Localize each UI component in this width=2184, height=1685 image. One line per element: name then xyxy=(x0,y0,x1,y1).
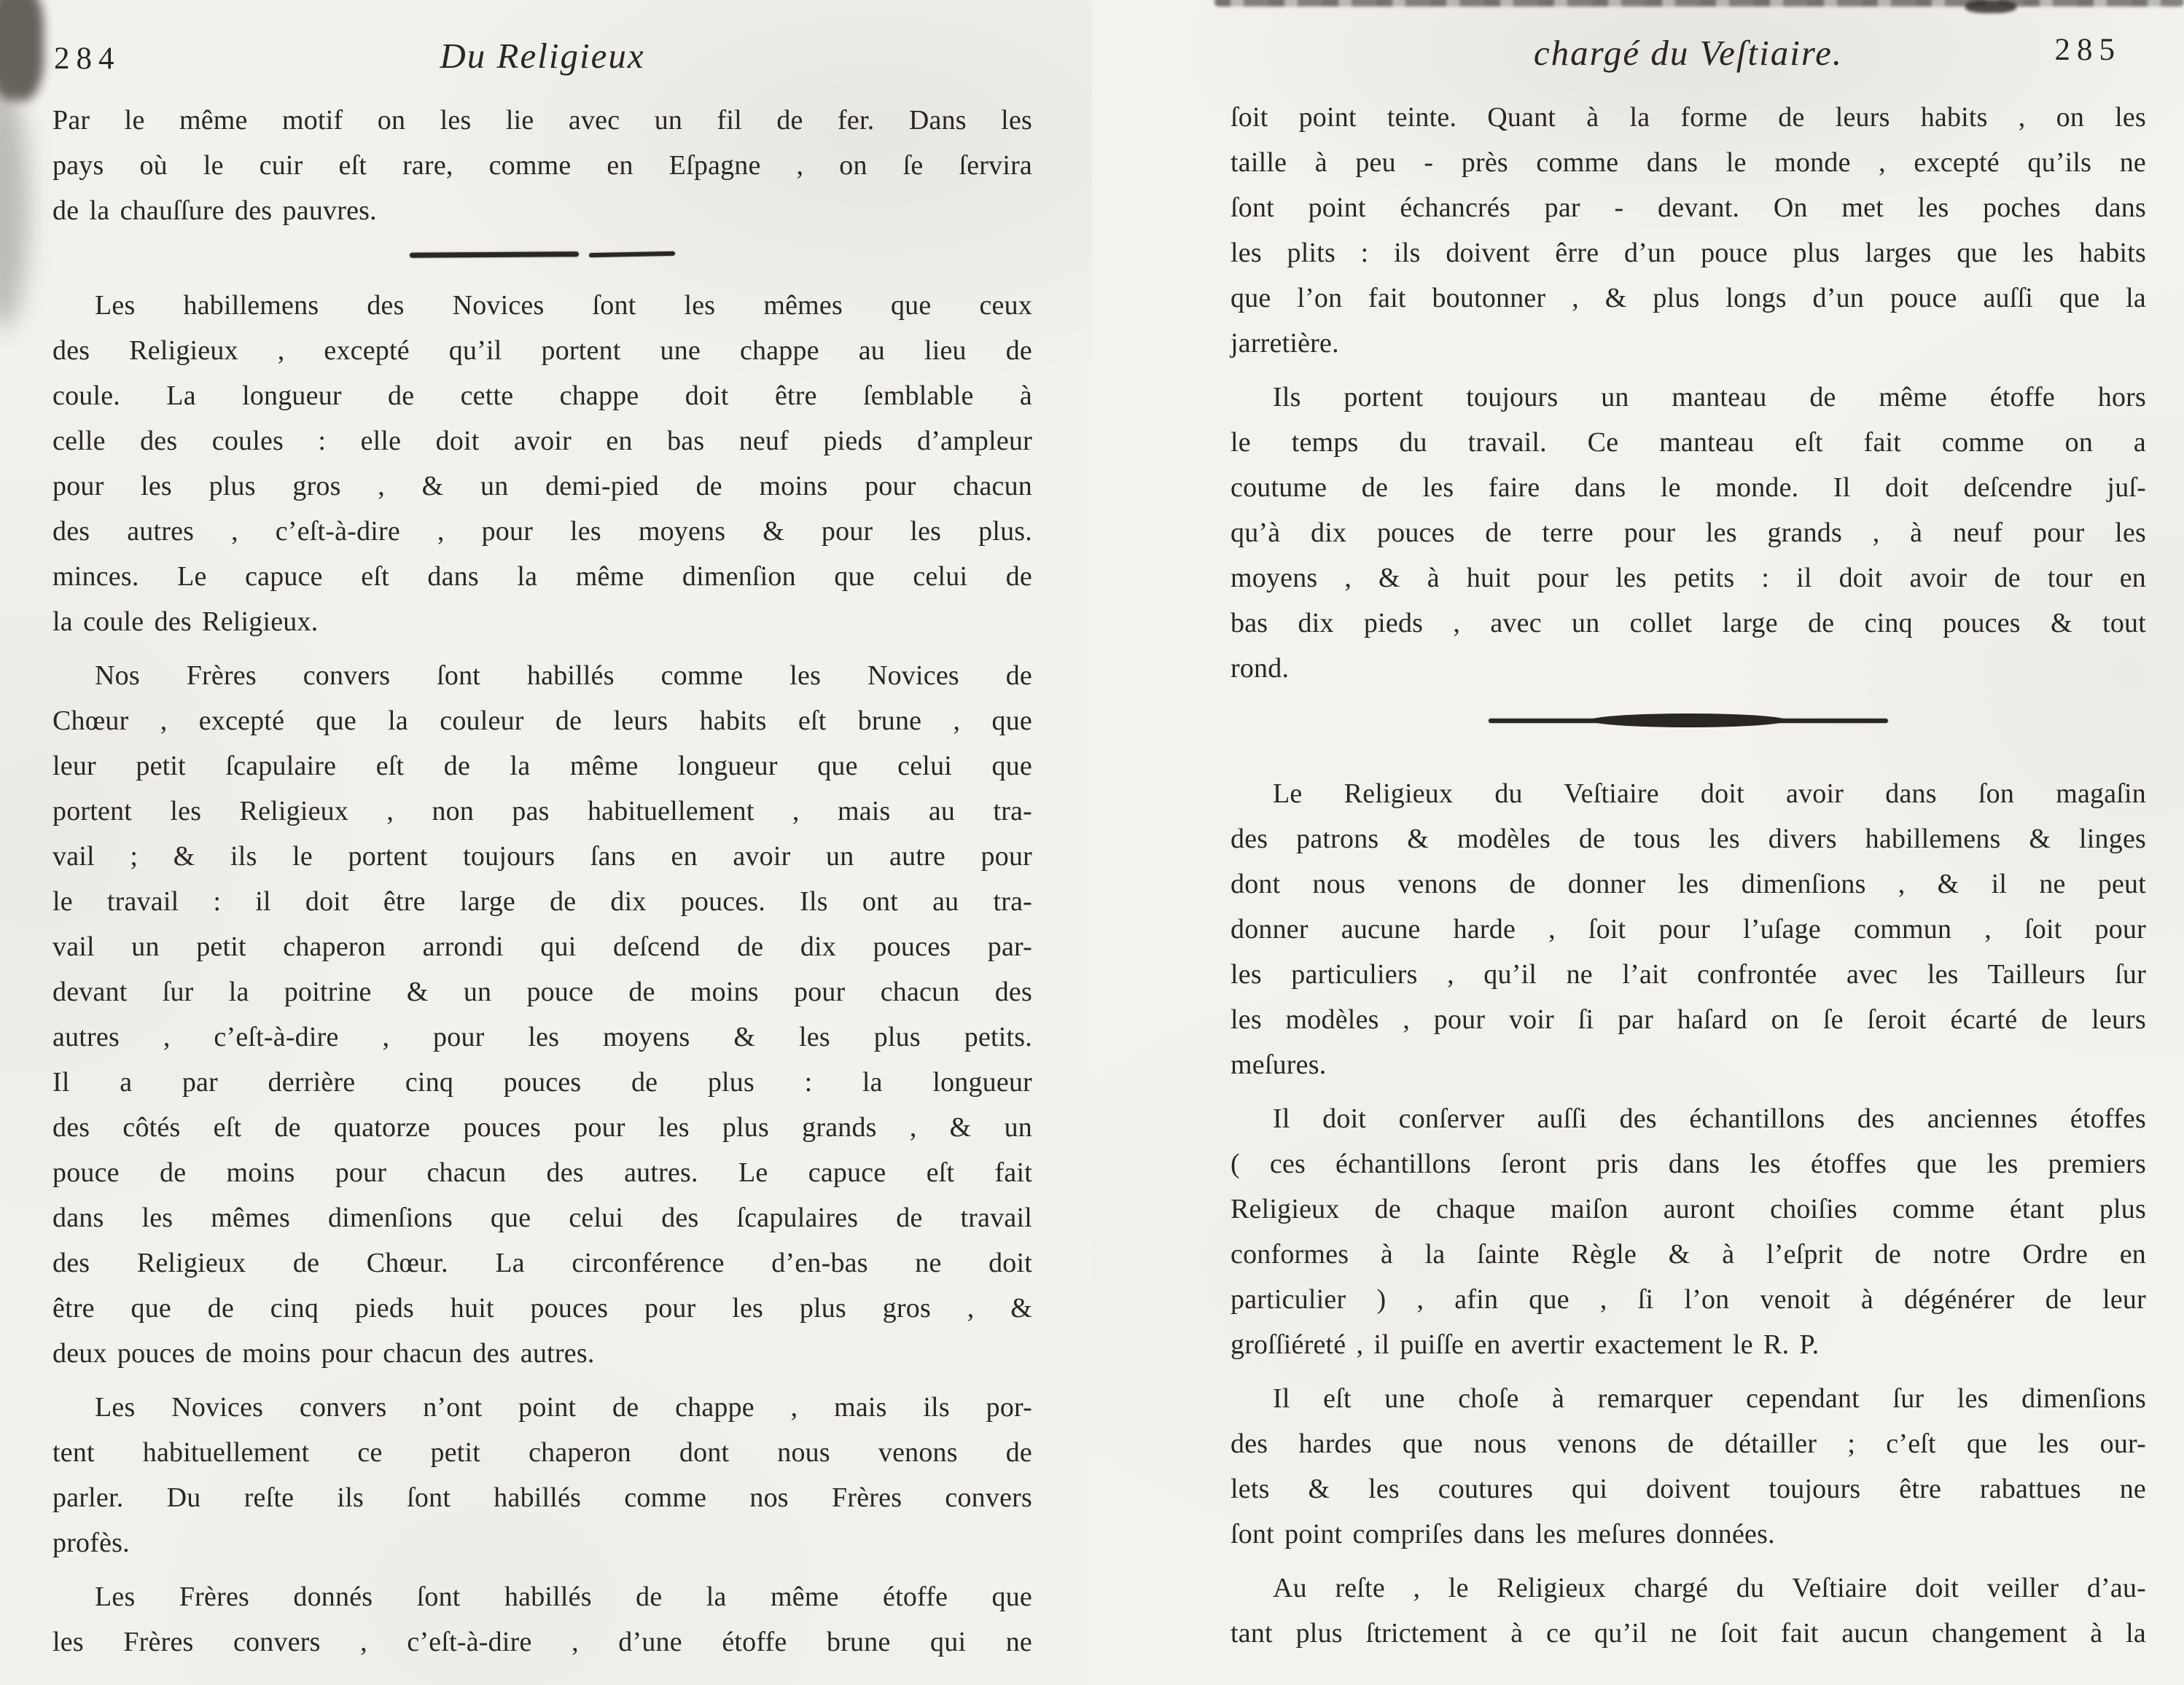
text-line: être que de cinq pieds huit pouces pour les plus gros , & xyxy=(52,1293,1032,1324)
text-line: dans les mêmes dimenſions que celui des ſcapulaires de travail xyxy=(52,1203,1032,1233)
paragraph xyxy=(1231,1565,2146,1656)
paragraph xyxy=(1231,771,2146,1087)
text-line: la coule des Religieux. xyxy=(52,606,319,637)
text-line: pays où le cuir eſt rare, comme en Eſpagne , on ſe ſervira xyxy=(52,150,1032,181)
text-line: conformes à la ſainte Règle & à l’eſprit de notre Ordre en xyxy=(1231,1239,2146,1270)
text-line: donner aucune harde , ſoit pour l’uſage commun , ſoit pour xyxy=(1231,914,2146,945)
text-line: de la chauſſure des pauvres. xyxy=(52,195,377,226)
text-line: Il doit conſerver auſſi des échantillons des anciennes étoffes xyxy=(1273,1103,2146,1134)
text-line: les modèles , pour voir ſi par haſard on ſe ſeroit écarté de leurs xyxy=(1231,1004,2146,1035)
text-line: Chœur , excepté que la couleur de leurs habits eſt brune , que xyxy=(52,705,1032,736)
text-line: lets & les coutures qui doivent toujours être rabattues ne xyxy=(1231,1474,2146,1504)
text-line: particulier ) , afin que , ſi l’on venoit à dégénérer de leur xyxy=(1231,1284,2146,1315)
paragraph xyxy=(1231,1096,2146,1367)
page-right-body xyxy=(1231,95,2146,1656)
text-line: des Religieux de Chœur. La circonférence d’en-bas ne doit xyxy=(52,1248,1032,1278)
text-line: portent les Religieux , non pas habituellement , mais au tra- xyxy=(52,796,1032,826)
page-number-right: 285 xyxy=(2054,33,2121,67)
text-line: ſont point compriſes dans les meſures données. xyxy=(1231,1519,1775,1549)
section-divider-dashes xyxy=(52,251,1032,258)
divider-dash-short xyxy=(589,251,675,257)
paragraph xyxy=(52,98,1032,233)
text-line: des patrons & modèles de tous les divers habillemens & linges xyxy=(1231,824,2146,854)
text-line: Au reſte , le Religieux chargé du Veſtiaire doit veiller d’au- xyxy=(1273,1573,2146,1603)
text-line: pouce de moins pour chacun des autres. Le capuce eſt fait xyxy=(52,1157,1032,1188)
text-line: dont nous venons de donner les dimenſions , & il ne peut xyxy=(1231,869,2146,899)
page-right xyxy=(1092,0,2184,1685)
text-line: coule. La longueur de cette chappe doit être ſemblable à xyxy=(52,380,1032,411)
page-left-content xyxy=(0,0,1092,1665)
divider-dash-long xyxy=(410,251,579,258)
text-line: groſſiéreté , il puiſſe en avertir exactement le R. P. xyxy=(1231,1329,1820,1360)
text-line: des hardes que nous venons de détailler ; c’eſt que les our- xyxy=(1231,1428,2146,1459)
text-line: tant plus ſtrictement à ce qu’il ne ſoit fait aucun changement à la xyxy=(1231,1618,2146,1649)
text-line: le temps du travail. Ce manteau eſt fait comme on a xyxy=(1231,427,2146,458)
text-line: ſoit point teinte. Quant à la forme de leurs habits , on les xyxy=(1231,102,2146,133)
text-line: des Religieux , excepté qu’il portent une chappe au lieu de xyxy=(52,335,1032,366)
divider-lens xyxy=(1590,714,1787,727)
text-line: ſont point échancrés par - devant. On met les poches dans xyxy=(1231,192,2146,223)
text-line: Religieux de chaque maiſon auront choiſies comme étant plus xyxy=(1231,1194,2146,1224)
text-line: parler. Du reſte ils ſont habillés comme nos Frères convers xyxy=(52,1482,1032,1513)
text-line: vail un petit chaperon arrondi qui deſcend de dix pouces par- xyxy=(52,931,1032,962)
paragraph xyxy=(1231,375,2146,691)
text-line: Les Novices convers n’ont point de chappe , mais ils por- xyxy=(95,1392,1032,1423)
page-right-header xyxy=(1231,26,2146,80)
paragraph xyxy=(52,283,1032,644)
text-line: qu’à dix pouces de terre pour les grands , à neuf pour les xyxy=(1231,517,2146,548)
section-divider-lens xyxy=(1231,713,2146,727)
text-line: jarretière. xyxy=(1231,328,1339,359)
text-line: vail ; & ils le portent toujours ſans en avoir un autre pour xyxy=(52,841,1032,872)
paragraph xyxy=(1231,95,2146,366)
text-line: leur petit ſcapulaire eſt de la même longueur que celui que xyxy=(52,751,1032,781)
text-line: taille à peu - près comme dans le monde , excepté qu’ils ne xyxy=(1231,147,2146,178)
text-line: devant ſur la poitrine & un pouce de moins pour chacun des xyxy=(52,977,1032,1007)
page-right-content xyxy=(1092,0,2184,1656)
text-line: Les Frères donnés ſont habillés de la même étoffe que xyxy=(95,1582,1032,1612)
text-line: celle des coules : elle doit avoir en bas neuf pieds d’ampleur xyxy=(52,426,1032,456)
text-line: minces. Le capuce eſt dans la même dimenſion que celui de xyxy=(52,561,1032,592)
text-line: des autres , c’eſt-à-dire , pour les moyens & pour les plus. xyxy=(52,516,1032,547)
text-line: les particuliers , qu’il ne l’ait confrontée avec les Tailleurs ſur xyxy=(1231,959,2146,990)
text-line: les plits : ils doivent êrre d’un pouce plus larges que les habits xyxy=(1231,238,2146,268)
running-title-left: Du Religieux xyxy=(440,36,645,76)
text-line: Nos Frères convers ſont habillés comme les Novices de xyxy=(95,660,1032,691)
text-line: les Frères convers , c’eſt-à-dire , d’une étoffe brune qui ne xyxy=(52,1627,1032,1657)
page-left-header xyxy=(52,29,1032,83)
text-line: pour les plus gros , & un demi-pied de moins pour chacun xyxy=(52,471,1032,501)
text-line: rond. xyxy=(1231,653,1290,684)
text-line: des côtés eſt de quatorze pouces pour les plus grands , & un xyxy=(52,1112,1032,1143)
paragraph xyxy=(52,653,1032,1376)
text-line: coutume de les faire dans le monde. Il doit deſcendre juſ- xyxy=(1231,472,2146,503)
paragraph xyxy=(52,1385,1032,1565)
page-left-body xyxy=(52,98,1032,1665)
text-line: meſures. xyxy=(1231,1049,1327,1080)
text-line: deux pouces de moins pour chacun des autres. xyxy=(52,1338,595,1369)
text-line: Ils portent toujours un manteau de même étoffe hors xyxy=(1273,382,2146,413)
text-line: moyens , & à huit pour les petits : il doit avoir de tour en xyxy=(1231,563,2146,593)
text-line: Par le même motif on les lie avec un fil de fer. Dans les xyxy=(52,105,1032,136)
text-line: bas dix pieds , avec un collet large de cinq pouces & tout xyxy=(1231,608,2146,638)
text-line: autres , c’eſt-à-dire , pour les moyens & les plus petits. xyxy=(52,1022,1032,1052)
paragraph xyxy=(1231,1376,2146,1557)
paragraph xyxy=(52,1574,1032,1665)
text-line: Il a par derrière cinq pouces de plus : la longueur xyxy=(52,1067,1032,1098)
text-line: profès. xyxy=(52,1528,130,1558)
running-title-right: chargé du Veſtiaire. xyxy=(1533,33,1844,73)
text-line: que l’on fait boutonner , & plus longs d’un pouce auſſi que la xyxy=(1231,283,2146,313)
text-line: Le Religieux du Veſtiaire doit avoir dans ſon magaſin xyxy=(1273,778,2146,809)
text-line: le travail : il doit être large de dix pouces. Ils ont au tra- xyxy=(52,886,1032,917)
page-number-left: 284 xyxy=(54,42,121,76)
text-line: ( ces échantillons ſeront pris dans les étoffes que les premiers xyxy=(1231,1149,2146,1179)
text-line: Les habillemens des Novices ſont les mêmes que ceux xyxy=(95,290,1032,321)
text-line: Il eſt une choſe à remarquer cependant ſur les dimenſions xyxy=(1273,1383,2146,1414)
text-line: tent habituellement ce petit chaperon dont nous venons de xyxy=(52,1437,1032,1468)
